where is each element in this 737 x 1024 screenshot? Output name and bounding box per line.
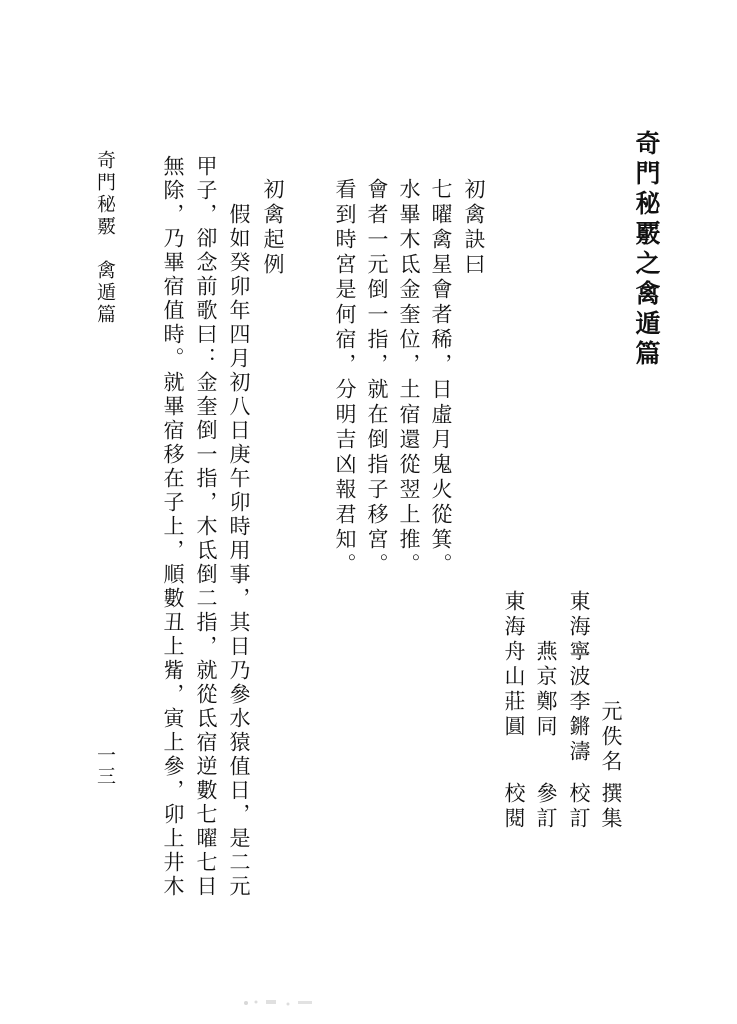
credit-author-1: 元佚名 xyxy=(599,700,623,775)
section2-heading: 初禽起例 xyxy=(261,178,285,278)
section1-line-3: 會者一元倒一指，就在倒指子移宮。 xyxy=(365,178,389,578)
credit-role-1: 撰集 xyxy=(599,782,623,832)
credit-author-3: 燕京鄭同 xyxy=(534,640,558,740)
section2-line-3: 無除，乃畢宿值時。就畢宿移在子上，順數丑上觜，寅上參，卯上井木 xyxy=(161,155,185,899)
section1-line-1: 七曜禽星會者稀，日虛月鬼火從箕。 xyxy=(429,178,453,578)
section1-line-4: 看到時宮是何宿，分明吉凶報君知。 xyxy=(333,178,357,578)
credit-role-2: 校訂 xyxy=(567,782,591,832)
page-number: 一三 xyxy=(94,745,116,787)
section2-line-1: 假如癸卯年四月初八日庚午卯時用事，其日乃參水猿值日，是二元 xyxy=(227,203,251,899)
credit-author-2: 東海寧波李鏘濤 xyxy=(567,590,591,765)
credit-role-4: 校閱 xyxy=(502,782,526,832)
running-title: 奇門秘覈 禽遁篇 xyxy=(94,150,116,326)
section1-line-2: 水畢木氐金奎位，土宿還從翌上推。 xyxy=(397,178,421,578)
credit-author-4: 東海舟山莊圓 xyxy=(502,590,526,740)
scan-artifact xyxy=(238,996,326,1010)
section2-line-2: 甲子，卻念前歌曰：金奎倒一指，木氐倒二指，就從氐宿逆數七曜七日 xyxy=(194,155,218,899)
credit-role-3: 參訂 xyxy=(534,782,558,832)
scan-smudge-icon xyxy=(238,996,326,1010)
page-title: 奇門秘覈之禽遁篇 xyxy=(632,130,661,370)
section1-heading: 初禽訣曰 xyxy=(462,178,486,278)
